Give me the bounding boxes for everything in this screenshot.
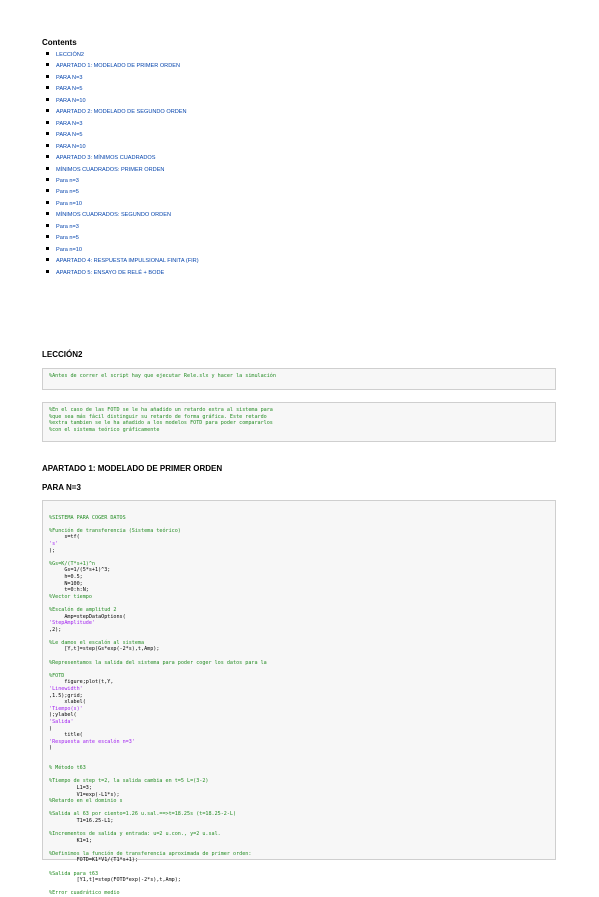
toc-link-label: PARA N=3 bbox=[56, 74, 83, 81]
toc-link-label: PARA N=5 bbox=[56, 86, 83, 93]
code-line: %FOTD bbox=[49, 672, 65, 679]
toc-link[interactable] bbox=[46, 165, 558, 176]
toc-link[interactable] bbox=[46, 187, 558, 198]
contents-heading: Contents bbox=[42, 38, 77, 47]
code-line: %Escalón de amplitud 2 bbox=[49, 606, 117, 613]
toc-link-label: PARA N=10 bbox=[56, 97, 86, 104]
bullet-icon bbox=[46, 109, 49, 112]
bullet-icon bbox=[46, 270, 49, 273]
code-line: %Antes de correr el script hay que ejecutar Rele.slx y hacer la simulación bbox=[49, 373, 276, 379]
code-line: h=0.5; bbox=[49, 573, 83, 580]
bullet-icon bbox=[46, 52, 49, 55]
toc-link-label: Para n=3 bbox=[56, 223, 79, 230]
code-line: %Incrementos de salida y entrada: u=2 u.con., y=2 u.sal. bbox=[49, 831, 221, 838]
toc-link-label: PARA N=3 bbox=[56, 120, 83, 127]
bullet-icon bbox=[46, 247, 49, 250]
section-heading-apartado1: APARTADO 1: MODELADO DE PRIMER ORDEN bbox=[42, 464, 223, 473]
toc-link-label: Para n=5 bbox=[56, 235, 79, 242]
bullet-icon bbox=[46, 258, 49, 261]
toc-link-label: MÍNIMOS CUADRADOS: PRIMER ORDEN bbox=[56, 166, 165, 173]
toc-link-label: LECCIÓN2 bbox=[56, 52, 84, 58]
code-line: Amp=stepDataOptions( 'StepAmplitude' ,2); bbox=[49, 613, 126, 633]
code-line: %que sea más fácil distinguir su retardo de forma gráfica. Este retardo bbox=[49, 413, 267, 420]
bullet-icon bbox=[46, 235, 49, 238]
code-line: %SISTEMA PARA COGER DATOS bbox=[49, 514, 126, 521]
code-line bbox=[49, 752, 549, 759]
section-heading-leccion2: LECCIÓN2 bbox=[42, 350, 83, 359]
toc-link[interactable] bbox=[46, 61, 558, 72]
code-line: N=100; bbox=[49, 580, 83, 587]
code-line: %Gs=K/(T*s+1)^n bbox=[49, 560, 96, 567]
code-line: t=0:h:N; %Vector tiempo bbox=[49, 587, 92, 600]
code-text bbox=[49, 407, 549, 433]
code-line: FOTD=K1*V1/(T1*s+1); bbox=[49, 857, 138, 864]
bullet-icon bbox=[46, 63, 49, 66]
code-line: T1=16.25-L1; bbox=[49, 817, 114, 824]
bullet-icon bbox=[46, 201, 49, 204]
bullet-icon bbox=[46, 212, 49, 215]
code-line: Gs=1/(5*s+1)^3; bbox=[49, 567, 111, 574]
code-line: %Salida al 63 por ciento=1.26 u.sal.==>t=18.25s (t=18.25-2-L) bbox=[49, 811, 237, 818]
toc-link-label: APARTADO 3: MÍNIMOS CUADRADOS bbox=[56, 155, 156, 162]
toc-link-label: PARA N=5 bbox=[56, 132, 83, 139]
bullet-icon bbox=[46, 155, 49, 158]
code-line: % Método t63 bbox=[49, 765, 86, 772]
code-line: %Función de transferencia (Sistema teórico) bbox=[49, 527, 181, 534]
bullet-icon bbox=[46, 86, 49, 89]
section-heading-para-n3: PARA N=3 bbox=[42, 483, 81, 492]
bullet-icon bbox=[46, 98, 49, 101]
toc-link[interactable] bbox=[46, 142, 558, 153]
toc-link-label: Para n=3 bbox=[56, 177, 79, 184]
toc-link[interactable] bbox=[46, 96, 558, 107]
code-line: [Y,t]=step(Gs*exp(-2*s),t,Amp); bbox=[49, 646, 160, 653]
toc-link-label: Para n=10 bbox=[56, 246, 82, 253]
document-page bbox=[42, 38, 558, 897]
toc-link[interactable] bbox=[46, 107, 558, 118]
toc-link-label: Para n=5 bbox=[56, 189, 79, 196]
code-block-apartado1 bbox=[42, 500, 556, 897]
code-line: title( 'Respuesta ante escalón n=3' ) bbox=[49, 732, 135, 752]
toc-link[interactable] bbox=[46, 268, 558, 279]
toc-link[interactable] bbox=[46, 256, 558, 267]
code-text bbox=[49, 373, 549, 380]
toc-link[interactable] bbox=[46, 245, 558, 256]
toc-link[interactable] bbox=[46, 73, 558, 84]
code-line: %Le damos el escalón al sistema bbox=[49, 639, 145, 646]
code-line: s=tf( 's' ); bbox=[49, 534, 80, 554]
code-line: %con el sistema teórico gráficamente bbox=[49, 426, 160, 433]
table-of-contents bbox=[42, 50, 558, 279]
toc-link-label: APARTADO 1: MODELADO DE PRIMER ORDEN bbox=[56, 63, 181, 70]
bullet-icon bbox=[46, 75, 49, 78]
bullet-icon bbox=[46, 167, 49, 170]
code-block-note bbox=[42, 402, 556, 442]
bullet-icon bbox=[46, 224, 49, 227]
toc-link[interactable] bbox=[46, 210, 558, 221]
code-line: %extra tambien se le ha añadido a los modelos FOTD para poder compararlos bbox=[49, 420, 273, 427]
code-block-intro bbox=[42, 368, 556, 390]
toc-link-label: MÍNIMOS CUADRADOS: SEGUNDO ORDEN bbox=[56, 212, 171, 219]
toc-link[interactable] bbox=[46, 130, 558, 141]
code-line: K1=1; bbox=[49, 837, 92, 844]
code-line: xlabel( 'Tiempo(s)' );ylabel( 'Salida' ) bbox=[49, 699, 86, 732]
code-line: L1=3; bbox=[49, 784, 92, 791]
code-line: %Salida para t63 bbox=[49, 870, 99, 877]
toc-link[interactable] bbox=[46, 153, 558, 164]
code-line: %Definimos la función de transferencia aproximada de primer orden: bbox=[49, 850, 252, 857]
code-line: figure;plot(t,Y, 'Linewidth' ,1.5);grid; bbox=[49, 679, 114, 699]
code-line: V1=exp(-L1*s); %Retardo en el dominio s bbox=[49, 791, 123, 805]
toc-link-label: APARTADO 5: ENSAYO DE RELÉ + BODE bbox=[56, 269, 165, 276]
toc-link[interactable] bbox=[46, 199, 558, 210]
toc-link[interactable] bbox=[46, 233, 558, 244]
bullet-icon bbox=[46, 178, 49, 181]
toc-link[interactable] bbox=[46, 176, 558, 187]
toc-link-label: APARTADO 4: RESPUESTA IMPULSIONAL FINITA (FIR) bbox=[56, 258, 199, 265]
code-line: %Representamos la salida del sistema para poder coger los datos para la bbox=[49, 659, 267, 666]
bullet-icon bbox=[46, 144, 49, 147]
code-text bbox=[49, 508, 549, 897]
bullet-icon bbox=[46, 189, 49, 192]
toc-link-label: PARA N=10 bbox=[56, 143, 86, 150]
toc-link[interactable] bbox=[46, 84, 558, 95]
bullet-icon bbox=[46, 132, 49, 135]
code-line: %Error cuadrático medio bbox=[49, 890, 120, 897]
code-line: [Y1,t]=step(FOTD*exp(-2*s),t,Amp); bbox=[49, 877, 181, 884]
toc-link-label: APARTADO 2: MODELADO DE SEGUNDO ORDEN bbox=[56, 109, 187, 116]
code-line: %En el caso de las FOTD se le ha añadido un retardo extra al sistema para bbox=[49, 407, 273, 413]
toc-link[interactable] bbox=[46, 119, 558, 130]
code-line: %Tiempo de step t=2, la salida cambia en t=5 L=(3-2) bbox=[49, 778, 209, 785]
toc-link[interactable] bbox=[46, 222, 558, 233]
toc-link-label: Para n=10 bbox=[56, 200, 82, 207]
toc-link[interactable] bbox=[46, 50, 558, 61]
bullet-icon bbox=[46, 121, 49, 124]
